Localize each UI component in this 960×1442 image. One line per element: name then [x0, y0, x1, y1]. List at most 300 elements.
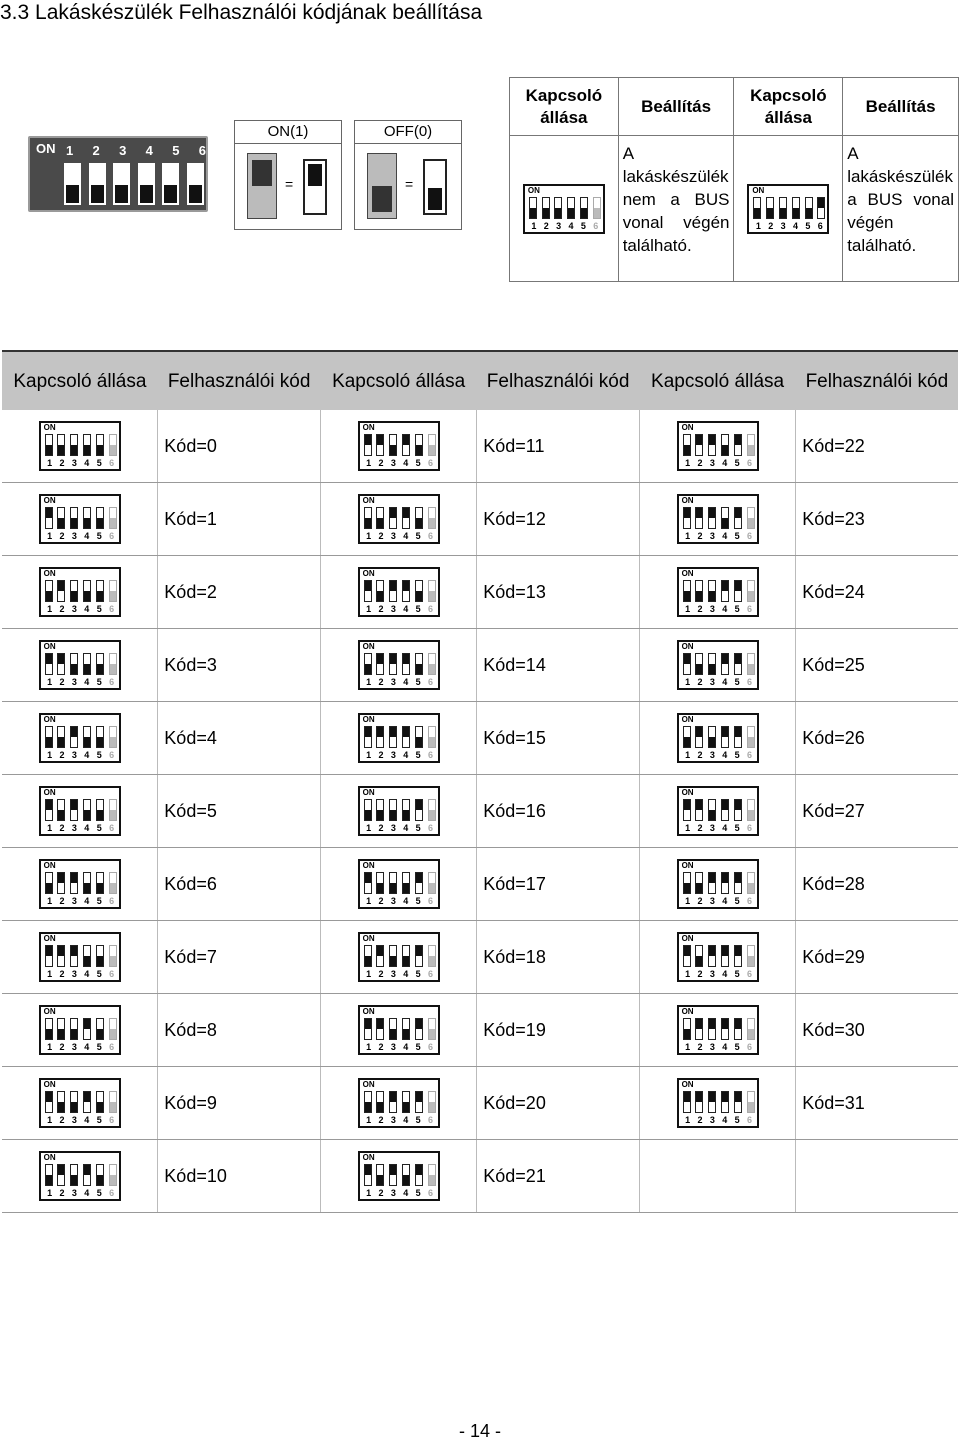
- equals-sign: =: [405, 176, 414, 192]
- user-code-cell: Kód=25: [796, 629, 958, 702]
- switch-number: 1: [47, 750, 53, 760]
- switch-position-cell: [320, 1067, 476, 1140]
- switch-off-icon: [766, 197, 774, 219]
- switch-number: 4: [403, 677, 409, 687]
- switch-on-icon: [57, 945, 65, 967]
- switch-off-icon: [96, 726, 104, 748]
- on-label: ON: [362, 642, 375, 651]
- switch-off-icon: [109, 945, 117, 967]
- switch-levers: [45, 434, 117, 456]
- switch-levers: [683, 872, 755, 894]
- switch-number: 3: [71, 750, 77, 760]
- switch-off-icon: [593, 197, 601, 219]
- switch-on-icon: [389, 1091, 397, 1113]
- switch-position-cell: [320, 921, 476, 994]
- switch-on-icon: [683, 945, 691, 967]
- on-label: ON: [36, 141, 56, 156]
- dip-switch-icon: [39, 932, 121, 982]
- switch-numbers: [683, 823, 755, 834]
- switch-number: 6: [109, 677, 115, 687]
- switch-off-icon: [567, 197, 575, 219]
- switch-off-icon: [70, 434, 78, 456]
- user-code-cell: Kód=13: [477, 556, 640, 629]
- switch-number: 4: [84, 531, 90, 541]
- dip-switch-icon: [39, 786, 121, 836]
- switch-on-icon: [57, 1164, 65, 1186]
- switch-on-icon: [708, 507, 716, 529]
- switch-on-icon: [721, 1018, 729, 1040]
- switch-number: 5: [96, 969, 102, 979]
- switch-on-icon: [721, 945, 729, 967]
- user-code-cell: Kód=5: [158, 775, 321, 848]
- switch-numbers: [364, 969, 436, 980]
- switch-number: 2: [378, 458, 384, 468]
- switch-off-icon: [402, 945, 410, 967]
- equals-sign: =: [285, 176, 294, 192]
- switch-number: 3: [709, 1115, 715, 1125]
- switch-off-icon: [695, 945, 703, 967]
- switch-off-icon: [364, 507, 372, 529]
- switch-number: 5: [96, 458, 102, 468]
- switch-off-icon: [428, 1091, 436, 1113]
- switch-off-icon: [389, 872, 397, 894]
- user-code-cell: Kód=29: [796, 921, 958, 994]
- switch-number: 3: [390, 896, 396, 906]
- switch-on-icon: [415, 945, 423, 967]
- switch-number: 3: [390, 531, 396, 541]
- on-label: ON: [362, 1007, 375, 1016]
- switch-number: 2: [378, 823, 384, 833]
- dip-switch-icon: [677, 640, 759, 690]
- user-code-cell: Kód=6: [158, 848, 321, 921]
- switch-numbers: [364, 531, 436, 542]
- switch-number: 1: [685, 823, 691, 833]
- switch-off-icon: [529, 197, 537, 219]
- dip-switch-large-illustration: [28, 136, 208, 212]
- switch-off-icon: [376, 1164, 384, 1186]
- switch-number: 3: [709, 969, 715, 979]
- switch-number: 4: [722, 1115, 728, 1125]
- on-label: ON: [681, 569, 694, 578]
- switch-on-icon: [70, 799, 78, 821]
- switch-off-icon: [683, 872, 691, 894]
- switch-off-icon: [109, 1091, 117, 1113]
- switch-position-cell: [639, 921, 795, 994]
- switch-on-icon: [389, 1164, 397, 1186]
- switch-number: 2: [697, 677, 703, 687]
- switch-number: 4: [792, 220, 798, 231]
- switch-off-icon: [57, 1018, 65, 1040]
- switch-number: 4: [722, 677, 728, 687]
- user-code-cell: Kód=28: [796, 848, 958, 921]
- user-code-cell: Kód=0: [158, 410, 321, 483]
- switch-number: 2: [59, 969, 65, 979]
- switch-on-icon: [734, 1091, 742, 1113]
- switch-off-icon: [83, 945, 91, 967]
- switch-number: 3: [71, 458, 77, 468]
- switch-position-cell: [2, 483, 158, 556]
- switch-levers: [364, 945, 436, 967]
- switch-on-icon: [45, 799, 53, 821]
- switch-numbers: [364, 604, 436, 615]
- switch-numbers: [364, 896, 436, 907]
- switch-on-icon: [376, 1018, 384, 1040]
- switch-on-icon: [683, 799, 691, 821]
- switch-number: 6: [109, 969, 115, 979]
- switch-number: 6: [747, 677, 753, 687]
- switch-on-icon: [721, 872, 729, 894]
- on-label: ON: [681, 715, 694, 724]
- setting-end-of-bus: A lakáskészülék a BUS vonal végén található.: [843, 136, 959, 282]
- switch-number: 4: [84, 750, 90, 760]
- on-label: ON: [362, 788, 375, 797]
- switch-numbers: [45, 1115, 117, 1126]
- switch-position-cell: [320, 848, 476, 921]
- switch-on-icon: [364, 434, 372, 456]
- switch-number: 3: [390, 1042, 396, 1052]
- header-user-code: Felhasználói kód: [796, 351, 958, 410]
- switch-off-icon: [45, 726, 53, 748]
- switch-number: 3: [119, 143, 127, 158]
- switch-levers: [683, 726, 755, 748]
- switch-down-icon: [423, 159, 447, 215]
- dip-switch-icon: [677, 932, 759, 982]
- switch-position-cell: [320, 410, 476, 483]
- switch-off-icon: [747, 653, 755, 675]
- switch-number: 3: [71, 896, 77, 906]
- switch-position-cell: [320, 556, 476, 629]
- switch-slots: [64, 163, 204, 205]
- switch-number: 2: [378, 604, 384, 614]
- switch-number: 2: [59, 750, 65, 760]
- switch-levers: [683, 945, 755, 967]
- switch-number: 5: [734, 604, 740, 614]
- header-setting: Beállítás: [618, 78, 734, 136]
- switch-levers: [364, 799, 436, 821]
- switch-levers: [45, 1018, 117, 1040]
- off-state-label: OFF(0): [355, 121, 461, 144]
- on-label: ON: [681, 496, 694, 505]
- switch-number: 1: [47, 1115, 53, 1125]
- switch-off-icon: [96, 653, 104, 675]
- switch-number: 4: [84, 969, 90, 979]
- switch-on-icon: [734, 945, 742, 967]
- switch-levers: [364, 726, 436, 748]
- switch-on-icon: [45, 507, 53, 529]
- switch-number: 6: [428, 750, 434, 760]
- switch-position-cell: [2, 1140, 158, 1213]
- switch-number: 4: [84, 1115, 90, 1125]
- switch-position-cell: [639, 994, 795, 1067]
- switch-off-icon: [96, 1018, 104, 1040]
- switch-off-icon: [70, 653, 78, 675]
- switch-levers: [45, 945, 117, 967]
- switch-on-icon: [45, 945, 53, 967]
- switch-off-icon: [747, 1018, 755, 1040]
- switch-number: 6: [747, 750, 753, 760]
- switch-off-icon: [708, 799, 716, 821]
- section-heading: 3.3 Lakáskészülék Felhasználói kódjának beállítása: [0, 1, 483, 24]
- on-label: ON: [681, 788, 694, 797]
- switch-off-icon: [83, 434, 91, 456]
- on-label: ON: [362, 569, 375, 578]
- switch-position-cell: [639, 629, 795, 702]
- switch-levers: [45, 1164, 117, 1186]
- switch-levers: [364, 434, 436, 456]
- switch-on-icon: [389, 653, 397, 675]
- switch-number: 3: [709, 896, 715, 906]
- switch-number: 1: [66, 143, 74, 158]
- switch-off-icon: [109, 434, 117, 456]
- switch-number: 3: [390, 677, 396, 687]
- switch-position-cell: [639, 848, 795, 921]
- switch-numbers: [364, 677, 436, 688]
- switch-number: 4: [722, 1042, 728, 1052]
- switch-numbers: [683, 604, 755, 615]
- switch-position-cell: [639, 775, 795, 848]
- switch-off-icon: [747, 434, 755, 456]
- switch-levers: [45, 1091, 117, 1113]
- switch-number: 3: [71, 1115, 77, 1125]
- switch-off-icon: [747, 799, 755, 821]
- switch-off-icon: [96, 1091, 104, 1113]
- header-switch-position: Kapcsoló állása: [320, 351, 476, 410]
- switch-numbers: [529, 221, 601, 232]
- header-switch-position: Kapcsoló állása: [510, 78, 619, 136]
- switch-position-cell: [2, 994, 158, 1067]
- switch-number: 5: [96, 1115, 102, 1125]
- switch-knob-illustration: [247, 153, 277, 219]
- header-switch-position: Kapcsoló állása: [639, 351, 795, 410]
- switch-off-icon: [364, 1091, 372, 1113]
- switch-position-cell: [639, 410, 795, 483]
- switch-number: 5: [96, 1188, 102, 1198]
- switch-levers: [683, 434, 755, 456]
- switch-numbers: [45, 677, 117, 688]
- switch-off-icon: [402, 799, 410, 821]
- switch-number: 6: [747, 823, 753, 833]
- on-label: ON: [362, 1080, 375, 1089]
- header-switch-position: Kapcsoló állása: [734, 78, 843, 136]
- switch-number: 6: [428, 1115, 434, 1125]
- switch-position-cell: [2, 1067, 158, 1140]
- switch-numbers: [683, 1115, 755, 1126]
- on-label: ON: [362, 934, 375, 943]
- switch-on-icon: [734, 1018, 742, 1040]
- switch-off-icon: [376, 1091, 384, 1113]
- switch-off-icon: [708, 653, 716, 675]
- switch-on-icon: [734, 726, 742, 748]
- switch-on-icon: [734, 872, 742, 894]
- switch-number: 5: [734, 1042, 740, 1052]
- switch-number: 1: [47, 458, 53, 468]
- switch-levers: [683, 1018, 755, 1040]
- switch-number: 5: [415, 1115, 421, 1125]
- on-label: ON: [527, 185, 540, 195]
- switch-levers: [683, 799, 755, 821]
- switch-number: 6: [747, 531, 753, 541]
- switch-number: 5: [415, 750, 421, 760]
- dip-switch-icon: [39, 859, 121, 909]
- switch-number: 1: [366, 823, 372, 833]
- switch-number: 2: [59, 896, 65, 906]
- switch-levers: [364, 653, 436, 675]
- switch-number: 6: [109, 1042, 115, 1052]
- switch-on-icon: [708, 1018, 716, 1040]
- on-label: ON: [681, 861, 694, 870]
- switch-number: 6: [747, 458, 753, 468]
- dip-switch-icon: [677, 1078, 759, 1128]
- switch-number: 2: [378, 750, 384, 760]
- switch-number: 2: [378, 677, 384, 687]
- switch-off-icon: [57, 507, 65, 529]
- switch-on-icon: [415, 799, 423, 821]
- switch-off-icon: [70, 580, 78, 602]
- on-label: ON: [681, 1007, 694, 1016]
- on-label: ON: [362, 496, 375, 505]
- user-code-cell: Kód=24: [796, 556, 958, 629]
- switch-off-icon: [109, 872, 117, 894]
- switch-number: 4: [403, 896, 409, 906]
- switch-number: 2: [59, 604, 65, 614]
- switch-number: 5: [415, 1188, 421, 1198]
- switch-number: 6: [593, 220, 599, 231]
- switch-off-icon: [57, 799, 65, 821]
- switch-off-icon: [376, 507, 384, 529]
- switch-number: 3: [71, 604, 77, 614]
- switch-off-icon: [96, 580, 104, 602]
- switch-number: 5: [415, 1042, 421, 1052]
- switch-number: 5: [805, 220, 811, 231]
- switch-off-icon: [57, 726, 65, 748]
- switch-levers: [45, 580, 117, 602]
- dip-switch-icon: [39, 494, 121, 544]
- switch-position-cell: [320, 1140, 476, 1213]
- switch-levers: [364, 507, 436, 529]
- switch-number: 2: [378, 531, 384, 541]
- switch-on-icon: [683, 1091, 691, 1113]
- switch-on-icon: [364, 726, 372, 748]
- switch-off-icon: [45, 872, 53, 894]
- user-code-cell: Kód=16: [477, 775, 640, 848]
- switch-numbers: [683, 458, 755, 469]
- switch-position-cell: [639, 1067, 795, 1140]
- switch-on-icon: [57, 653, 65, 675]
- switch-on-icon: [695, 434, 703, 456]
- switch-number: 5: [734, 823, 740, 833]
- dip-switch-icon: [39, 567, 121, 617]
- switch-number: 6: [109, 1115, 115, 1125]
- switch-number: 2: [543, 220, 549, 231]
- switch-levers: [45, 653, 117, 675]
- dip-switch-icon: [39, 1151, 121, 1201]
- user-code-cell: Kód=10: [158, 1140, 321, 1213]
- switch-number: 1: [366, 1115, 372, 1125]
- switch-off-icon: [428, 945, 436, 967]
- switch-numbers: [45, 750, 117, 761]
- switch-off-icon: [428, 434, 436, 456]
- switch-off-icon: [428, 1018, 436, 1040]
- switch-number: 1: [685, 604, 691, 614]
- switch-position-cell: [320, 629, 476, 702]
- switch-number: 6: [109, 1188, 115, 1198]
- switch-on-icon: [83, 1164, 91, 1186]
- switch-number: 1: [47, 604, 53, 614]
- switch-numbers: [45, 823, 117, 834]
- switch-number: 5: [734, 750, 740, 760]
- switch-on-icon: [734, 653, 742, 675]
- switch-number: 2: [697, 604, 703, 614]
- switch-off-icon: [96, 507, 104, 529]
- switch-number: 3: [390, 750, 396, 760]
- switch-number: 6: [428, 458, 434, 468]
- switch-on-icon: [402, 434, 410, 456]
- switch-off-icon: [376, 872, 384, 894]
- table-row: [2, 556, 958, 629]
- user-code-cell: Kód=21: [477, 1140, 640, 1213]
- switch-off-icon: [70, 1164, 78, 1186]
- switch-number: 3: [390, 604, 396, 614]
- switch-levers: [683, 653, 755, 675]
- user-code-cell: Kód=26: [796, 702, 958, 775]
- switch-numbers: [683, 1042, 755, 1053]
- switch-on-icon: [364, 1018, 372, 1040]
- switch-off-icon: [428, 872, 436, 894]
- switch-off-icon: [695, 653, 703, 675]
- user-code-cell: Kód=17: [477, 848, 640, 921]
- switch-levers: [529, 197, 601, 219]
- switch-off-icon: [402, 1018, 410, 1040]
- dip-switch-icon: [39, 421, 121, 471]
- switch-position-cell: [734, 136, 843, 282]
- switch-number: 4: [722, 458, 728, 468]
- switch-on-icon: [364, 1164, 372, 1186]
- switch-on-icon: [364, 872, 372, 894]
- user-code-cell: Kód=4: [158, 702, 321, 775]
- switch-number: 4: [84, 458, 90, 468]
- switch-number: 6: [747, 604, 753, 614]
- switch-number: 2: [697, 823, 703, 833]
- switch-number: 4: [84, 896, 90, 906]
- switch-number: 2: [378, 896, 384, 906]
- switch-number: 1: [47, 896, 53, 906]
- switch-number: 6: [428, 1042, 434, 1052]
- switch-position-cell: [2, 702, 158, 775]
- switch-number: 3: [390, 1115, 396, 1125]
- on-label: ON: [43, 569, 56, 578]
- switch-on-icon: [376, 726, 384, 748]
- switch-off-icon: [747, 726, 755, 748]
- switch-position-cell: [510, 136, 619, 282]
- dip-switch-icon: [358, 859, 440, 909]
- switch-numbers: [683, 677, 755, 688]
- switch-levers: [364, 872, 436, 894]
- switch-on-icon: [45, 653, 53, 675]
- switch-position-cell: [2, 629, 158, 702]
- switch-number: 2: [59, 531, 65, 541]
- switch-off-icon: [45, 1164, 53, 1186]
- user-code-cell: Kód=19: [477, 994, 640, 1067]
- switch-off-icon: [83, 580, 91, 602]
- switch-number: 5: [415, 969, 421, 979]
- switch-number: 4: [403, 458, 409, 468]
- dip-switch-icon: [523, 184, 605, 234]
- switch-position-cell: [639, 1140, 795, 1213]
- switch-on-icon: [389, 507, 397, 529]
- switch-number: 2: [697, 1042, 703, 1052]
- user-code-cell: Kód=30: [796, 994, 958, 1067]
- switch-off-icon: [721, 434, 729, 456]
